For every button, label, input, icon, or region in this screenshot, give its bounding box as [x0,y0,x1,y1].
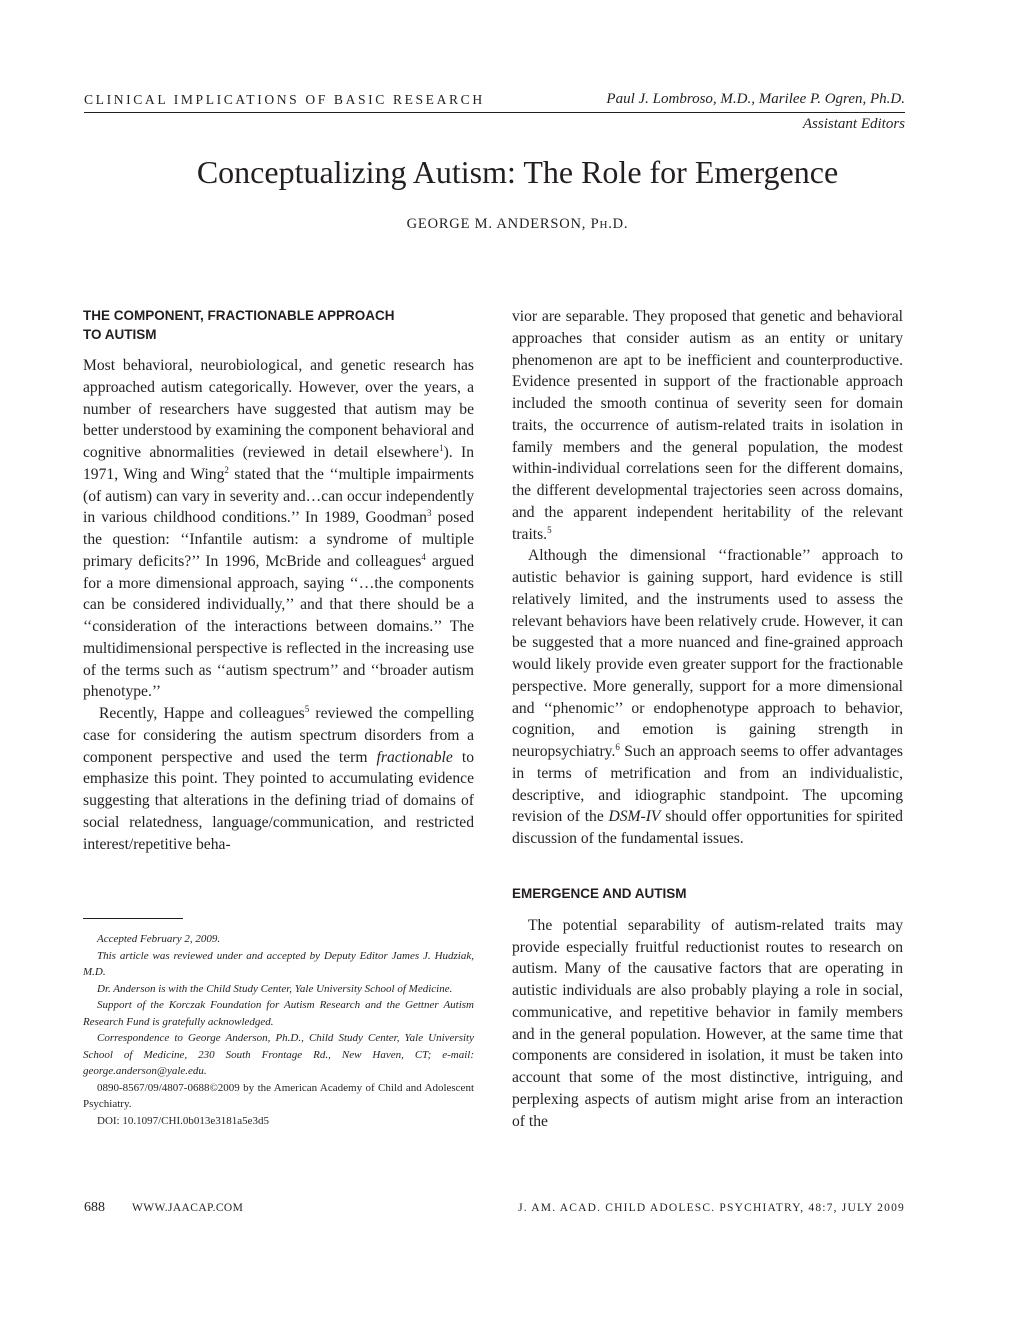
section-label: CLINICAL IMPLICATIONS OF BASIC RESEARCH [84,92,485,107]
section-heading-line2: TO AUTISM [83,327,157,342]
footnote: Accepted February 2, 2009. [97,933,221,945]
journal-citation: J. AM. ACAD. CHILD ADOLESC. PSYCHIATRY, 48:7, JULY 2009 [518,1202,905,1214]
citation: 5 [547,524,552,535]
editors-role: Assistant Editors [802,116,905,132]
text-run: to emphasize this point. They pointed to accumulating evidence suggesting that alterations in the defining triad of domains of social relatedness, language/communication, and restricted interest/repetitive beha- [83,748,474,853]
text-run: should offer opportunities for spirited discussion of the fundamental issues. [512,808,903,847]
citation: 1 [439,442,444,453]
header-rule [84,112,905,113]
footnote: Correspondence to George Anderson, Ph.D., Child Study Center, Yale University School of Medicine, 230 South Frontage Rd., New Haven, CT; e-mail: george.anderson@yale.edu. [83,1032,474,1077]
paragraph [512,545,903,850]
footnote: 0890-8567/09/4807-0688©2009 by the American Academy of Child and Adolescent Psychiatry. [83,1081,474,1110]
page-number: 688 [84,1200,105,1215]
italic-term: fractionable [376,748,453,766]
text-run: stated that the ‘‘multiple impairments (of autism) can vary in severity and…can occur independently in various childhood conditions.’’ In 1989, Goodman [83,465,474,527]
paragraph: The potential separability of autism-related traits may provide especially fruitful reductionist routes to research on autism. Many of the causative factors that are operating in autistic individuals are also probably playing a role in social, communicative, and repetitive behavior in family members and in the general population. However, at the same time that components are considered in isolation, it must be taken into account that some of the most distinctive, intriguing, and perplexing aspects of autism might arise from an interaction of the [512,916,903,1130]
text-run: Although the dimensional ‘‘fractionable’’ approach to autistic behavior is gaining support, hard evidence is still relatively limited, and the instruments used to assess the relevant behaviors have been relatively crude. However, it can be suggested that a more nuanced and fine-grained approach would likely provide even greater support for the fractionable perspective. More generally, support for a more dimensional and ‘‘phenomic’’ or endophenotype approach to behavior, cognition, and emotion is gaining strength in neuropsychiatry. [512,547,903,760]
page-footer [84,1202,905,1220]
citation: 2 [224,464,229,475]
text-run: Most behavioral, neurobiological, and genetic research has approached autism categorically. However, over the years, a number of researchers have suggested that autism may be better understood by examining the component behavioral and cognitive abnormalities (reviewed in detail elsewhere [83,357,474,461]
article-title: Conceptualizing Autism: The Role for Emergence [196,154,839,190]
author-degree-tail: .D. [608,216,629,232]
text-run: vior are separable. They proposed that genetic and behavioral approaches that consider autism as an entity or unitary phenomenon are apt to be inefficient and counterproductive. Evidence presented in support of the fractionable approach included the smooth continua of severity seen for domain traits, the occurrence of autism-related traits in isolation in family members and the general population, the modest within-individual correlations seen for the different domains, the different developmental trajectories seen across domains, and the apparent independent heritability of the relevant traits. [512,308,903,543]
section-heading [83,306,474,344]
editors-names: Paul J. Lombroso, M.D., Marilee P. Ogren, Ph.D. [606,91,905,107]
text-run: ). In 1971, Wing and Wing [83,444,474,483]
section-heading: EMERGENCE AND AUTISM [512,885,687,901]
text-run: posed the question: ‘‘Infantile autism: a syndrome of multiple primary deficits?’’ In 1996, McBride and colleagues [83,509,475,570]
running-header [84,92,905,112]
journal-website: WWW.JAACAP.COM [132,1202,244,1214]
text-run: argued for a more dimensional approach, saying ‘‘…the components can be considered individually,’’ and that there should be a ‘‘consideration of the interactions between domains.’’ The multidimensional perspective is reflected in the increasing use of the terms such as ‘‘autism spectrum’’ and ‘‘broader autism phenotype.’’ [83,552,474,701]
text-run: reviewed the compelling case for considering the autism spectrum disorders from a component perspective and used the term [83,705,475,766]
paragraph [83,703,474,855]
text-run: Recently, Happe and colleagues [99,705,305,722]
right-column [512,306,903,1132]
footnote-rule [83,918,183,919]
text-run: Such an approach seems to offer advantages in terms of metrification and from an individualistic, descriptive, and idiographic standpoint. The upcoming revision of the [512,743,903,826]
article-author [0,216,1035,233]
footnote: Dr. Anderson is with the Child Study Center, Yale University School of Medicine. [97,982,453,995]
left-column [83,306,474,855]
citation: 5 [304,703,310,714]
footnotes [83,931,474,1129]
footnote: DOI: 10.1097/CHI.0b013e3181a5e3d5 [97,1114,270,1127]
italic-term: DSM-IV [608,808,661,826]
author-name: GEORGE M. ANDERSON, P [406,216,600,232]
citation: 4 [421,551,426,562]
footnote: This article was reviewed under and accepted by Deputy Editor James J. Hudziak, M.D. [83,949,474,978]
author-degree: H [599,219,609,231]
citation: 3 [426,508,432,519]
citation: 6 [615,741,620,752]
paragraph [512,306,903,545]
footnote: Support of the Korczak Foundation for Autism Research and the Gettner Autism Research Fund is gratefully acknowledged. [83,999,474,1028]
section-heading-line1: THE COMPONENT, FRACTIONABLE APPROACH [83,308,395,323]
paragraph [83,355,474,703]
